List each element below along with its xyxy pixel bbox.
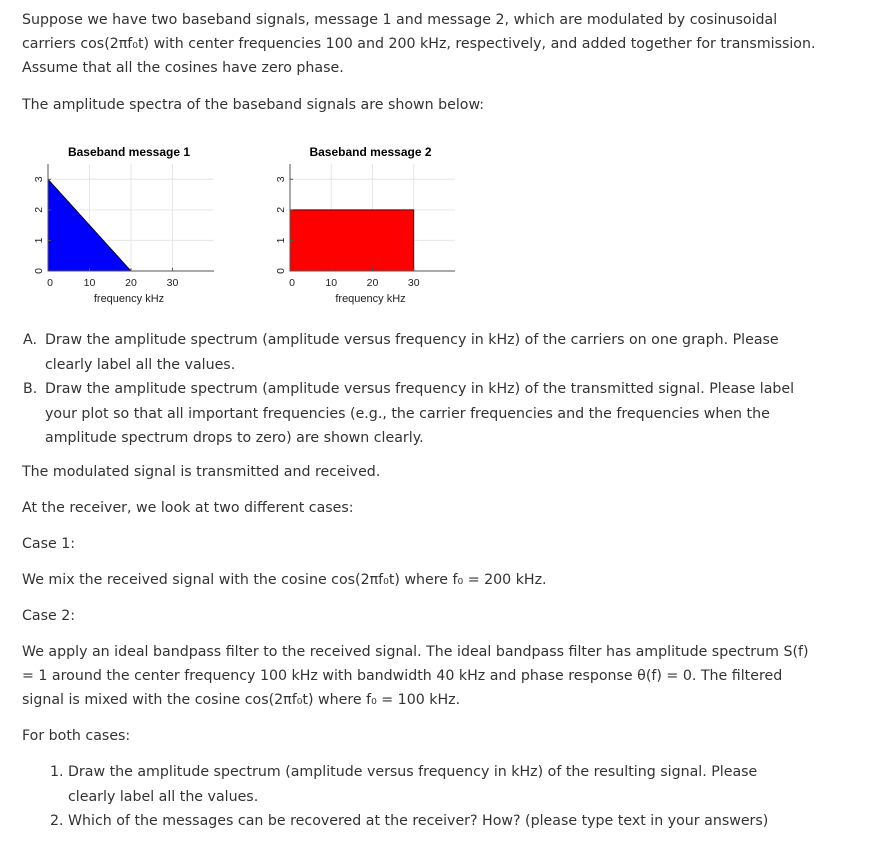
task-a-label: A. (23, 332, 37, 348)
question-1-label: 1. (50, 764, 64, 780)
case1-text: We mix the received signal with the cosine cos(2πf₀t) where f₀ = 200 kHz. (22, 572, 547, 588)
task-list (23, 328, 805, 451)
chart1-x-tick-label: 30 (166, 277, 179, 289)
question-2-text: Which of the messages can be recovered at the receiver? How? (please type text in your answers) (68, 813, 769, 829)
chart2-y-tick-label: 1 (275, 237, 287, 244)
transmitted-text: The modulated signal is transmitted and received. (22, 464, 381, 480)
receiver-text: At the receiver, we look at two different cases: (22, 500, 354, 516)
chart1-y-tick-label: 3 (33, 176, 45, 183)
question-1 (50, 760, 808, 809)
chart1-x-tick-label: 0 (47, 277, 53, 289)
chart2-x-tick-label: 30 (407, 277, 420, 289)
task-b (23, 377, 805, 451)
chart2-y-tick-label: 0 (275, 268, 287, 274)
baseband-charts (0, 138, 869, 318)
task-a-text: Draw the amplitude spectrum (amplitude versus frequency in kHz) of the carriers on one graph. Please clearly label all the values. (45, 332, 779, 373)
case2-text: We apply an ideal bandpass filter to the received signal. The ideal bandpass filter has amplitude spectrum S(f) = 1 around the center frequency 100 kHz with bandwidth 40 kHz and phase response θ(f) = 0. The filtered signal is mixed with the cosine cos(2πf₀t) where f₀ = 100 kHz. (22, 644, 809, 708)
case2-title: Case 2: (22, 608, 76, 624)
question-list (50, 760, 808, 834)
chart2-y-tick-label: 3 (275, 176, 287, 183)
chart1-y-tick-label: 2 (33, 206, 45, 213)
question-2-label: 2. (50, 813, 64, 829)
chart1-title: Baseband message 1 (67, 145, 191, 159)
chart2-x-label: frequency kHz (335, 293, 406, 305)
case1-title: Case 1: (22, 536, 76, 552)
chart2-title: Baseband message 2 (309, 145, 432, 159)
chart2-y-tick-label: 2 (275, 206, 287, 213)
chart2-rect-area (290, 210, 414, 271)
chart2-x-tick-label: 0 (289, 277, 295, 289)
task-b-label: B. (23, 381, 38, 397)
chart1-x-label: frequency kHz (93, 293, 165, 305)
question-2 (50, 809, 808, 834)
chart2-x-tick-label: 10 (325, 277, 338, 289)
chart1-y-tick-label: 1 (33, 237, 45, 244)
task-a (23, 328, 805, 377)
chart1-y-tick-label: 0 (33, 268, 45, 274)
chart1-x-tick-label: 10 (83, 277, 96, 289)
chart2-x-tick-label: 20 (366, 277, 379, 289)
chart1-x-tick-label: 20 (125, 277, 137, 289)
intro-paragraph: Suppose we have two baseband signals, message 1 and message 2, which are modulated by cosinusoidal carriers cos(2πf₀t) with center frequencies 100 and 200 kHz, respectively, and added together for transmission. Assume that all the cosines have zero phase. (22, 12, 816, 76)
charts-svg (0, 138, 869, 318)
task-b-text: Draw the amplitude spectrum (amplitude versus frequency in kHz) of the transmitted signal. Please label your plot so that all important frequencies (e.g., the carrier frequencies and the frequencies when the amplitude spectrum drops to zero) are shown clearly. (45, 381, 795, 446)
question-1-text: Draw the amplitude spectrum (amplitude versus frequency in kHz) of the resulting signal. Please clearly label all the values. (68, 764, 758, 805)
spectra-intro: The amplitude spectra of the baseband signals are shown below: (22, 97, 485, 113)
both-cases-text: For both cases: (22, 728, 131, 744)
